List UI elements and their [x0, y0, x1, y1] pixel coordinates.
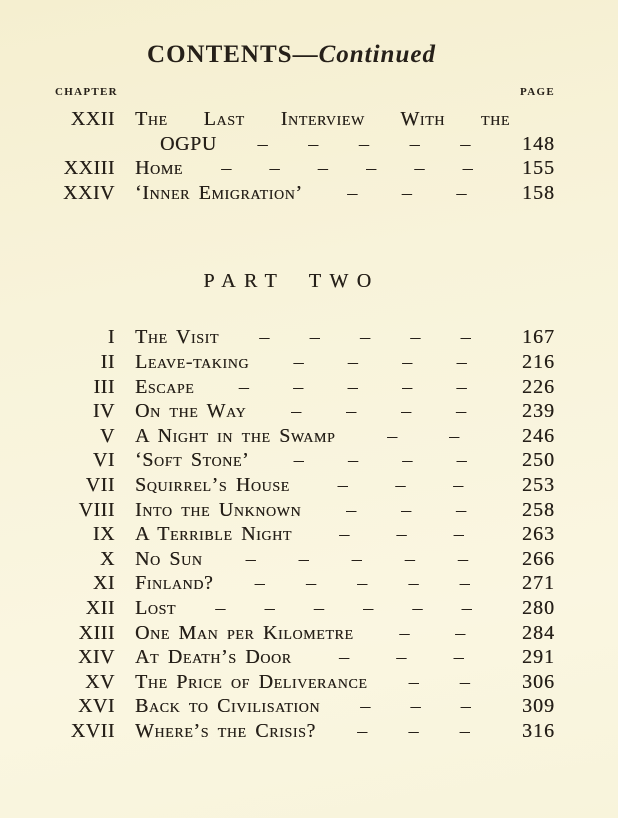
dash-leaders: [213, 571, 511, 596]
leader-dash: –: [259, 326, 270, 349]
toc-entry: [28, 645, 555, 670]
dash-leaders: [203, 547, 512, 572]
page-number: 250: [522, 449, 555, 472]
leader-dash: –: [317, 157, 328, 180]
leader-dash: –: [460, 695, 471, 718]
part-two-heading: PART TWO: [203, 270, 380, 293]
toc-entry: [28, 325, 555, 350]
leader-dash: –: [449, 424, 460, 447]
chapter-title: On the Way: [135, 400, 247, 423]
chapter-numeral: I: [107, 326, 115, 349]
chapter-title: ‘Inner Emigration’: [135, 181, 303, 204]
leader-dash: –: [269, 157, 280, 180]
leader-dash: –: [395, 473, 406, 496]
leader-dash: –: [293, 350, 304, 373]
page-number: 155: [522, 157, 555, 180]
dash-leaders: [292, 645, 511, 670]
leader-dash: –: [456, 449, 467, 472]
leader-dash: –: [410, 695, 421, 718]
leader-dash: –: [412, 596, 423, 619]
leader-dash: –: [410, 326, 421, 349]
leader-dash: –: [408, 670, 419, 693]
toc-entry-continuation: [28, 132, 555, 157]
chapter-numeral: VI: [92, 449, 115, 472]
page-number: 226: [522, 375, 555, 398]
chapter-title: A Terrible Night: [135, 523, 293, 546]
leader-dash: –: [399, 621, 410, 644]
chapter-title: Lost: [135, 596, 177, 619]
leader-dash: –: [402, 449, 413, 472]
chapter-numeral: VII: [85, 473, 115, 496]
toc-entry: [28, 498, 555, 523]
leader-dash: –: [363, 596, 374, 619]
leader-dash: –: [408, 719, 419, 742]
dash-leaders: [183, 156, 511, 181]
leader-dash: –: [453, 473, 464, 496]
page-number: 148: [522, 132, 555, 155]
leader-dash: –: [347, 375, 358, 398]
leader-dash: –: [360, 326, 371, 349]
chapter-title: Leave-taking: [135, 350, 250, 373]
leader-dash: –: [346, 498, 357, 521]
chapter-numeral: XV: [85, 670, 115, 693]
dash-leaders: [316, 719, 511, 744]
leader-dash: –: [351, 547, 362, 570]
toc-entry: [28, 547, 555, 572]
toc-entry: [28, 473, 555, 498]
dash-leaders: [249, 448, 511, 473]
leader-dash: –: [461, 596, 472, 619]
leader-dash: –: [313, 596, 324, 619]
leader-dash: –: [339, 523, 350, 546]
chapter-numeral: VIII: [78, 498, 115, 521]
leader-dash: –: [347, 181, 358, 204]
chapter-numeral: XII: [85, 596, 115, 619]
chapter-numeral: II: [100, 350, 115, 373]
leader-dash: –: [456, 375, 467, 398]
toc-entry: [28, 424, 555, 449]
page-number: 253: [522, 473, 555, 496]
dash-leaders: [292, 522, 511, 547]
leader-dash: –: [308, 132, 319, 155]
dash-leaders: [301, 498, 511, 523]
leader-dash: –: [257, 132, 268, 155]
chapter-numeral: XIII: [78, 621, 115, 644]
chapter-title: Into the Unknown: [135, 498, 302, 521]
chapter-title: A Night in the Swamp: [135, 424, 336, 447]
chapter-numeral: V: [100, 424, 115, 447]
dash-leaders: [246, 399, 511, 424]
leader-dash: –: [404, 547, 415, 570]
leader-dash: –: [215, 596, 226, 619]
part-two-list: [28, 325, 555, 743]
leader-dash: –: [460, 326, 471, 349]
leader-dash: –: [402, 375, 413, 398]
page-number: 167: [522, 326, 555, 349]
leader-dash: –: [401, 400, 412, 423]
chapter-numeral: XXIII: [63, 157, 115, 180]
toc-entry: [28, 350, 555, 375]
leader-dash: –: [238, 375, 249, 398]
leader-dash: –: [453, 523, 464, 546]
leader-dash: –: [347, 350, 358, 373]
page-number: 239: [522, 400, 555, 423]
dash-leaders: [194, 375, 511, 400]
toc-entry: [28, 522, 555, 547]
leader-dash: –: [459, 670, 470, 693]
leader-dash: –: [387, 424, 398, 447]
chapter-numeral: XXII: [70, 108, 115, 130]
page-title: [28, 40, 555, 70]
page-number: 266: [522, 547, 555, 570]
toc-entry: [28, 181, 555, 206]
column-headers: [28, 86, 555, 98]
page-number: 280: [522, 596, 555, 619]
page-number: 284: [522, 621, 555, 644]
leader-dash: –: [456, 181, 467, 204]
page-number: 263: [522, 523, 555, 546]
leader-dash: –: [357, 719, 368, 742]
chapter-title-line2: OGPU: [160, 132, 217, 155]
leader-dash: –: [337, 473, 348, 496]
toc-entry: [28, 571, 555, 596]
page-number: 158: [522, 181, 555, 204]
page-number: 291: [522, 646, 555, 669]
toc-entry: [28, 399, 555, 424]
chapter-numeral: XIV: [77, 646, 115, 669]
leader-dash: –: [264, 596, 275, 619]
leader-dash: –: [346, 400, 357, 423]
dash-leaders: [290, 473, 511, 498]
dash-leaders: [217, 132, 511, 157]
chapter-title: Squirrel’s House: [135, 473, 290, 496]
leader-dash: –: [293, 375, 304, 398]
chapter-title: ‘Soft Stone’: [135, 449, 250, 472]
chapter-title: Back to Civilisation: [135, 695, 321, 718]
page-number: 271: [522, 572, 555, 595]
leader-dash: –: [396, 646, 407, 669]
chapter-title: The Price of Deliverance: [135, 670, 368, 693]
dash-leaders: [335, 424, 511, 449]
dash-leaders: [368, 670, 511, 695]
contents-title-text: CONTENTS: [147, 41, 293, 68]
page-number: 309: [522, 695, 555, 718]
leader-dash: –: [298, 547, 309, 570]
title-em-dash: —: [292, 41, 319, 68]
leader-dash: –: [293, 449, 304, 472]
toc-entry: [28, 375, 555, 400]
chapter-title: At Death’s Door: [135, 646, 292, 669]
leader-dash: –: [460, 132, 471, 155]
chapter-title-line1: The Last Interview With the: [135, 108, 510, 130]
leader-dash: –: [459, 719, 470, 742]
part-one-list: [28, 107, 555, 205]
chapter-numeral: XXIV: [63, 181, 115, 204]
dash-leaders: [303, 181, 511, 206]
leader-dash: –: [401, 498, 412, 521]
leader-dash: –: [455, 621, 466, 644]
leader-dash: –: [457, 547, 468, 570]
leader-dash: –: [347, 449, 358, 472]
chapter-numeral: III: [93, 375, 115, 398]
leader-dash: –: [309, 326, 320, 349]
page-number: 246: [522, 424, 555, 447]
leader-dash: –: [459, 572, 470, 595]
toc-entry: [28, 621, 555, 646]
leader-dash: –: [245, 547, 256, 570]
leader-dash: –: [366, 157, 377, 180]
page-number: 258: [522, 498, 555, 521]
contents-title-continued: Continued: [318, 41, 436, 68]
leader-dash: –: [456, 350, 467, 373]
chapter-title: Home: [135, 157, 183, 180]
dash-leaders: [320, 694, 511, 719]
chapter-numeral: XVI: [77, 695, 115, 718]
leader-dash: –: [456, 400, 467, 423]
leader-dash: –: [409, 132, 420, 155]
leader-dash: –: [453, 646, 464, 669]
toc-entry: [28, 596, 555, 621]
toc-entry: [28, 670, 555, 695]
page-number: 306: [522, 670, 555, 693]
chapter-title: Escape: [135, 375, 195, 398]
leader-dash: –: [339, 646, 349, 669]
chapter-numeral: XI: [92, 572, 115, 595]
dash-leaders: [176, 596, 511, 621]
chapter-numeral: X: [100, 547, 115, 570]
column-header-chapter: CHAPTER: [55, 86, 118, 98]
toc-entry: [28, 448, 555, 473]
toc-entry: [28, 156, 555, 181]
chapter-title: No Sun: [135, 547, 203, 570]
chapter-title: One Man per Kilometre: [135, 621, 354, 644]
toc-entry: [28, 694, 555, 719]
leader-dash: –: [456, 498, 467, 521]
leader-dash: –: [396, 523, 407, 546]
leader-dash: –: [402, 350, 413, 373]
page-number: 216: [522, 350, 555, 373]
leader-dash: –: [360, 695, 371, 718]
chapter-title: The Visit: [135, 326, 220, 349]
chapter-title: Finland?: [135, 572, 214, 595]
leader-dash: –: [221, 157, 232, 180]
leader-dash: –: [305, 572, 316, 595]
leader-dash: –: [357, 572, 368, 595]
chapter-title: Where’s the Crisis?: [135, 719, 316, 742]
toc-entry: [28, 719, 555, 744]
dash-leaders: [354, 621, 511, 646]
leader-dash: –: [414, 157, 425, 180]
chapter-numeral: XVII: [70, 719, 115, 742]
chapter-numeral: IX: [92, 523, 115, 546]
chapter-numeral: IV: [92, 400, 115, 423]
leader-dash: –: [401, 181, 412, 204]
column-header-page: PAGE: [520, 86, 555, 98]
leader-dash: –: [358, 132, 369, 155]
dash-leaders: [249, 350, 511, 375]
leader-dash: –: [408, 572, 419, 595]
leader-dash: –: [462, 157, 473, 180]
leader-dash: –: [254, 572, 265, 595]
leader-dash: –: [291, 400, 302, 423]
toc-entry: [28, 107, 555, 132]
page-number: 316: [522, 719, 555, 742]
dash-leaders: [219, 325, 511, 350]
